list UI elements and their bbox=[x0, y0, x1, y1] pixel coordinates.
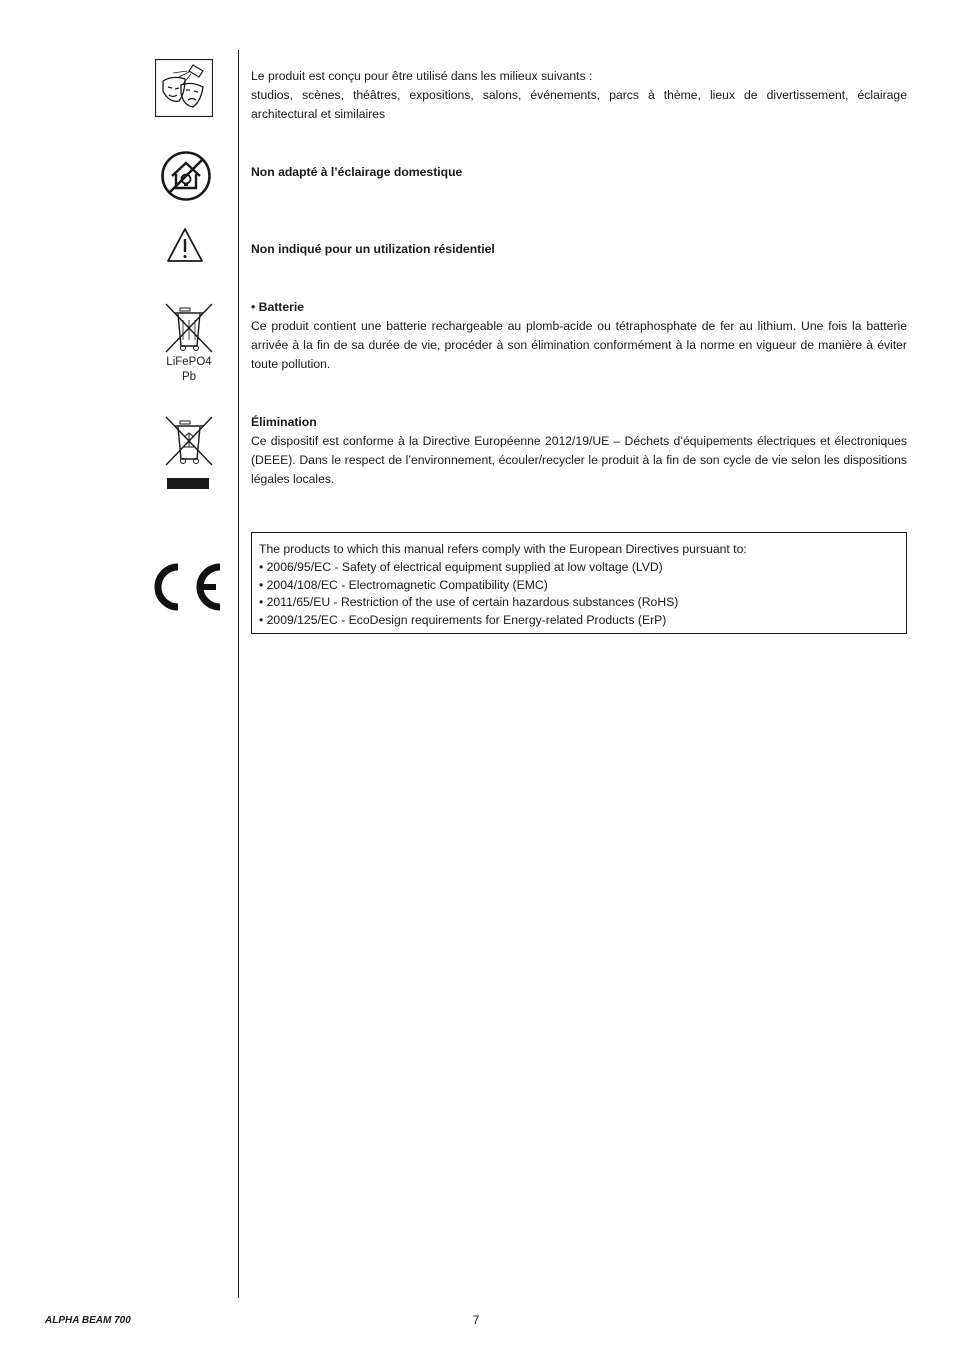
footer-model-name: ALPHA BEAM 700 bbox=[45, 1315, 131, 1326]
battery-bin-icon bbox=[163, 302, 215, 354]
usage-section bbox=[251, 67, 907, 124]
disposal-section bbox=[251, 413, 907, 489]
weee-bin-icon bbox=[163, 415, 215, 491]
battery-title: • Batterie bbox=[251, 300, 305, 314]
ce-compliance-box bbox=[251, 532, 907, 634]
battery-caption-line-2: Pb bbox=[181, 371, 197, 383]
ce-directive-item: • 2006/95/EC - Safety of electrical equipment supplied at low voltage (LVD) bbox=[259, 559, 899, 577]
usage-line-1: Le produit est conçu pour être utilisé dans les milieux suivants : bbox=[251, 69, 593, 83]
residential-notice: Non indiqué pour un utilization résidentiel bbox=[251, 242, 495, 256]
battery-caption-line-1: LiFePO4 bbox=[166, 356, 212, 368]
disposal-title: Élimination bbox=[251, 415, 317, 429]
ce-mark-icon bbox=[148, 560, 224, 614]
battery-body: Ce produit contient une batterie rechargeable au plomb-acide ou tétraphosphate de fer au lithium. Une fois la batterie arrivée à la fin de sa durée de vie, procéder à son élimination conformément à la norme en vigueur de manière à éviter toute pollution. bbox=[251, 319, 907, 371]
page-number: 7 bbox=[472, 1313, 480, 1327]
battery-icon-caption bbox=[156, 355, 222, 385]
ce-directive-item: • 2004/108/EC - Electromagnetic Compatibility (EMC) bbox=[259, 577, 899, 595]
no-household-icon bbox=[160, 150, 212, 202]
domestic-notice: Non adapté à l’éclairage domestique bbox=[251, 165, 463, 179]
battery-section bbox=[251, 298, 907, 374]
ce-directive-item: • 2011/65/EU - Restriction of the use of certain hazardous substances (RoHS) bbox=[259, 594, 899, 612]
ce-directive-list bbox=[259, 559, 899, 630]
column-divider bbox=[238, 50, 239, 1298]
theater-masks-icon bbox=[155, 59, 213, 117]
disposal-body: Ce dispositif est conforme à la Directive Européenne 2012/19/UE – Déchets d’équipements électriques et électroniques (DEEE). Dans le respect de l’environnement, écouler/recycler le produit à la fin de son cycle de vie selon les dispositions légales locales. bbox=[251, 434, 907, 486]
ce-intro: The products to which this manual refers comply with the European Directives pursuant to: bbox=[259, 542, 747, 556]
usage-line-2: studios, scènes, théâtres, expositions, salons, événements, parcs à thème, lieux de divertissement, éclairage architectural et similaires bbox=[251, 88, 907, 121]
warning-icon bbox=[166, 226, 204, 264]
ce-directive-item: • 2009/125/EC - EcoDesign requirements for Energy-related Products (ErP) bbox=[259, 612, 899, 630]
